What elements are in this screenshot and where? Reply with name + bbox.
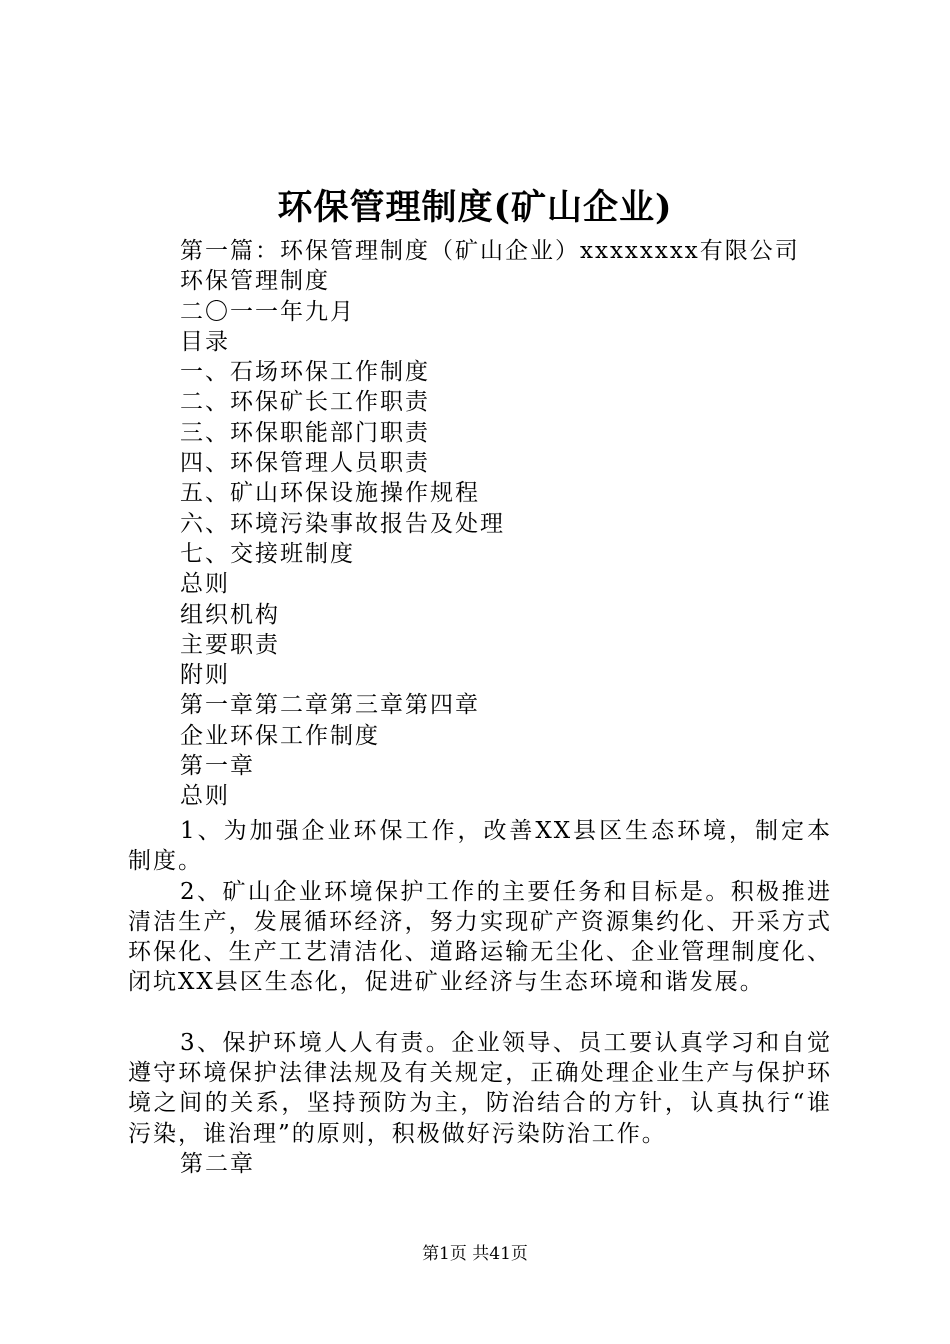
paragraph-1: 1、为加强企业环保工作，改善XX县区生态环境，制定本制度。 [128,818,832,875]
toc-item: 二、环保矿长工作职责 [180,389,430,416]
toc-item: 三、环保职能部门职责 [180,419,430,446]
toc-item: 七、交接班制度 [180,540,355,567]
doc-subtitle: 环保管理制度 [180,268,330,295]
section-label: 主要职责 [180,631,280,658]
document-title: 环保管理制度(矿山企业) [277,187,673,228]
page-number-footer: 第1页 共41页 [422,1244,528,1264]
paragraph-2: 2、矿山企业环境保护工作的主要任务和目标是。积极推进清洁生产，发展循环经济，努力实现矿产资源集约化、开采方式环保化、生产工艺清洁化、道路运输无尘化、企业管理制度化、闭坑XX县区生态化，促进矿业经济与生态环境和谐发展。 [128,878,832,996]
toc-heading: 目录 [180,328,230,355]
chapter-list: 第一章第二章第三章第四章 [180,692,480,719]
doc-date: 二〇一一年九月 [180,298,355,325]
section-label: 总则 [180,571,230,598]
section-heading: 企业环保工作制度 [180,722,380,749]
chapter-heading: 第一章 [180,753,255,780]
body-paragraphs [128,816,832,1179]
toc-item: 一、石场环保工作制度 [180,359,430,386]
toc-item: 五、矿山环保设施操作规程 [180,480,480,507]
chapter-subheading: 总则 [180,783,230,810]
heading-lines [180,236,840,812]
chapter-heading-2: 第二章 [180,1150,255,1177]
section-label: 组织机构 [180,601,280,628]
paragraph-3: 3、保护环境人人有责。企业领导、员工要认真学习和自觉遵守环境保护法律法规及有关规定，正确处理企业生产与保护环境之间的关系，坚持预防为主，防治结合的方针，认真执行“谁污染，谁治理”的原则，积极做好污染防治工作。 [128,1029,832,1147]
section-label: 附则 [180,662,230,689]
intro-line: 第一篇：环保管理制度（矿山企业）xxxxxxxx有限公司 [180,238,800,264]
toc-item: 四、环保管理人员职责 [180,450,430,477]
toc-item: 六、环境污染事故报告及处理 [180,510,505,537]
